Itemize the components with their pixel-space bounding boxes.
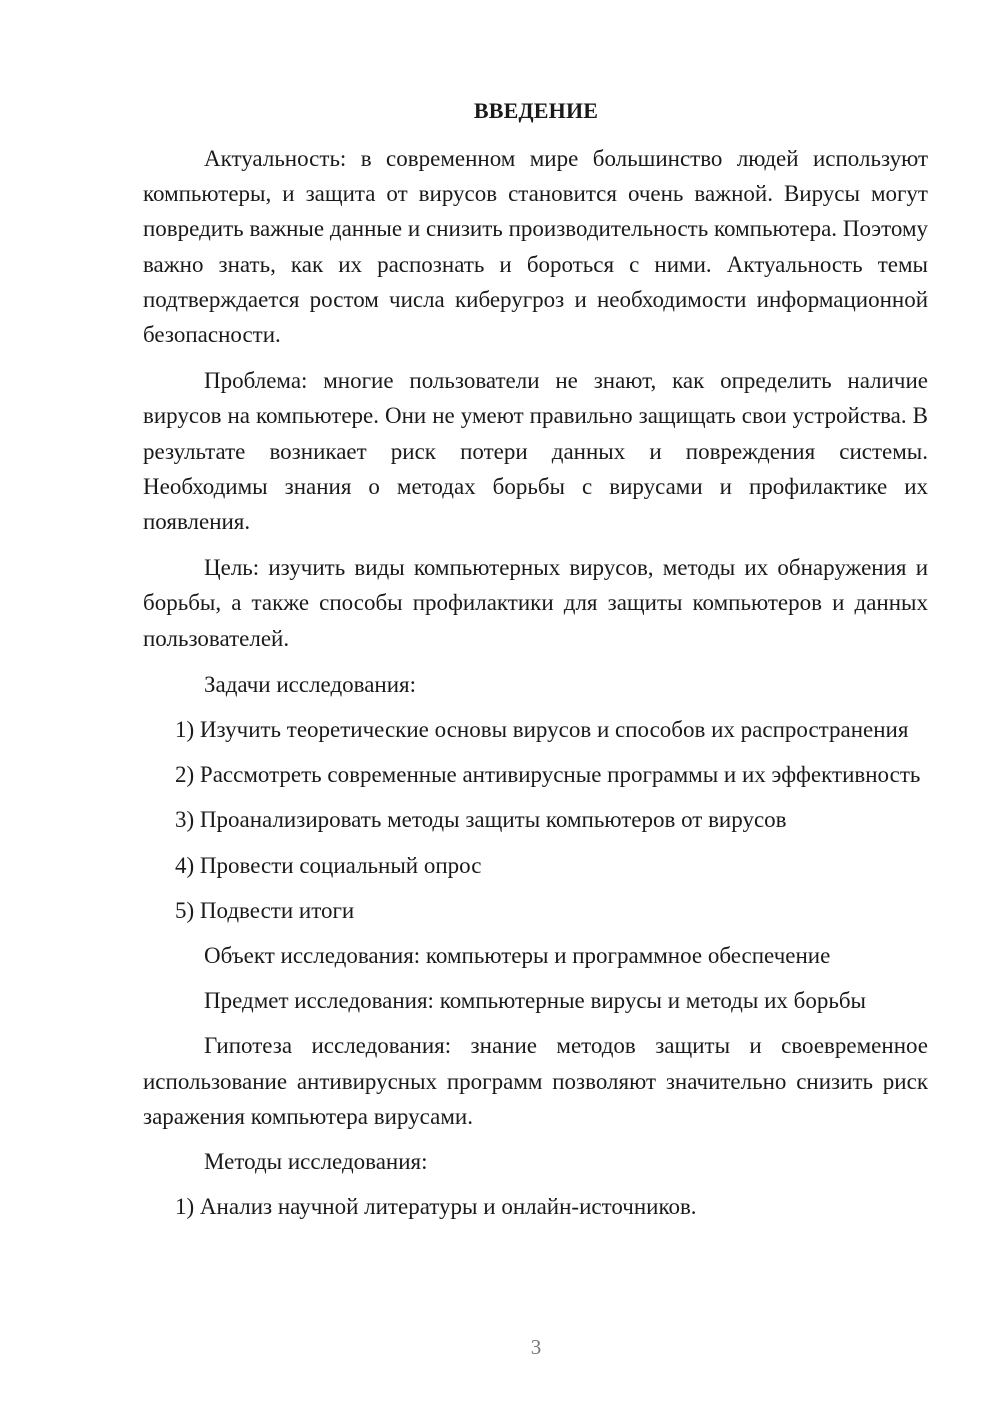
relevance-paragraph: Актуальность: в современном мире большинство людей используют компьютеры, и защита от вирусов становится очень важной. Вирусы могут повредить важные данные и снизить производительность компьютера. Поэтому важно знать, как их распознать и бороться с ними. Актуальность темы подтверждается ростом числа киберугроз и необходимости информационной безопасности. — [143, 146, 928, 348]
document-body — [143, 141, 928, 1224]
object-paragraph: Объект исследования: компьютеры и программное обеспечение — [204, 943, 831, 969]
subject-paragraph: Предмет исследования: компьютерные вирусы и методы их борьбы — [204, 988, 866, 1014]
methods-heading: Методы исследования: — [204, 1149, 428, 1175]
task-item: 1) Изучить теоретические основы вирусов и способов их распространения — [175, 717, 909, 743]
hypothesis-paragraph: Гипотеза исследования: знание методов защиты и своевременное использование антивирусных программ позволяют значительно снизить риск заражения компьютера вирусами. — [143, 1033, 928, 1129]
tasks-heading: Задачи исследования: — [204, 671, 417, 697]
goal-paragraph: Цель: изучить виды компьютерных вирусов, методы их обнаружения и борьбы, а также способы профилактики для защиты компьютеров и данных пользователей. — [143, 555, 928, 651]
task-item: 5) Подвести итоги — [175, 897, 355, 923]
method-item: 1) Анализ научной литературы и онлайн-источников. — [175, 1194, 697, 1220]
task-item: 4) Провести социальный опрос — [175, 852, 482, 878]
task-item: 3) Проанализировать методы защиты компьютеров от вирусов — [175, 807, 787, 833]
page-number: 3 — [530, 1335, 542, 1359]
task-item: 2) Рассмотреть современные антивирусные программы и их эффективность — [175, 762, 921, 788]
problem-paragraph: Проблема: многие пользователи не знают, как определить наличие вирусов на компьютере. Они не умеют правильно защищать свои устройства. В результате возникает риск потери данных и повреждения системы. Необходимы знания о методах борьбы с вирусами и профилактике их появления. — [143, 368, 928, 535]
section-title: ВВЕДЕНИЕ — [473, 98, 599, 123]
